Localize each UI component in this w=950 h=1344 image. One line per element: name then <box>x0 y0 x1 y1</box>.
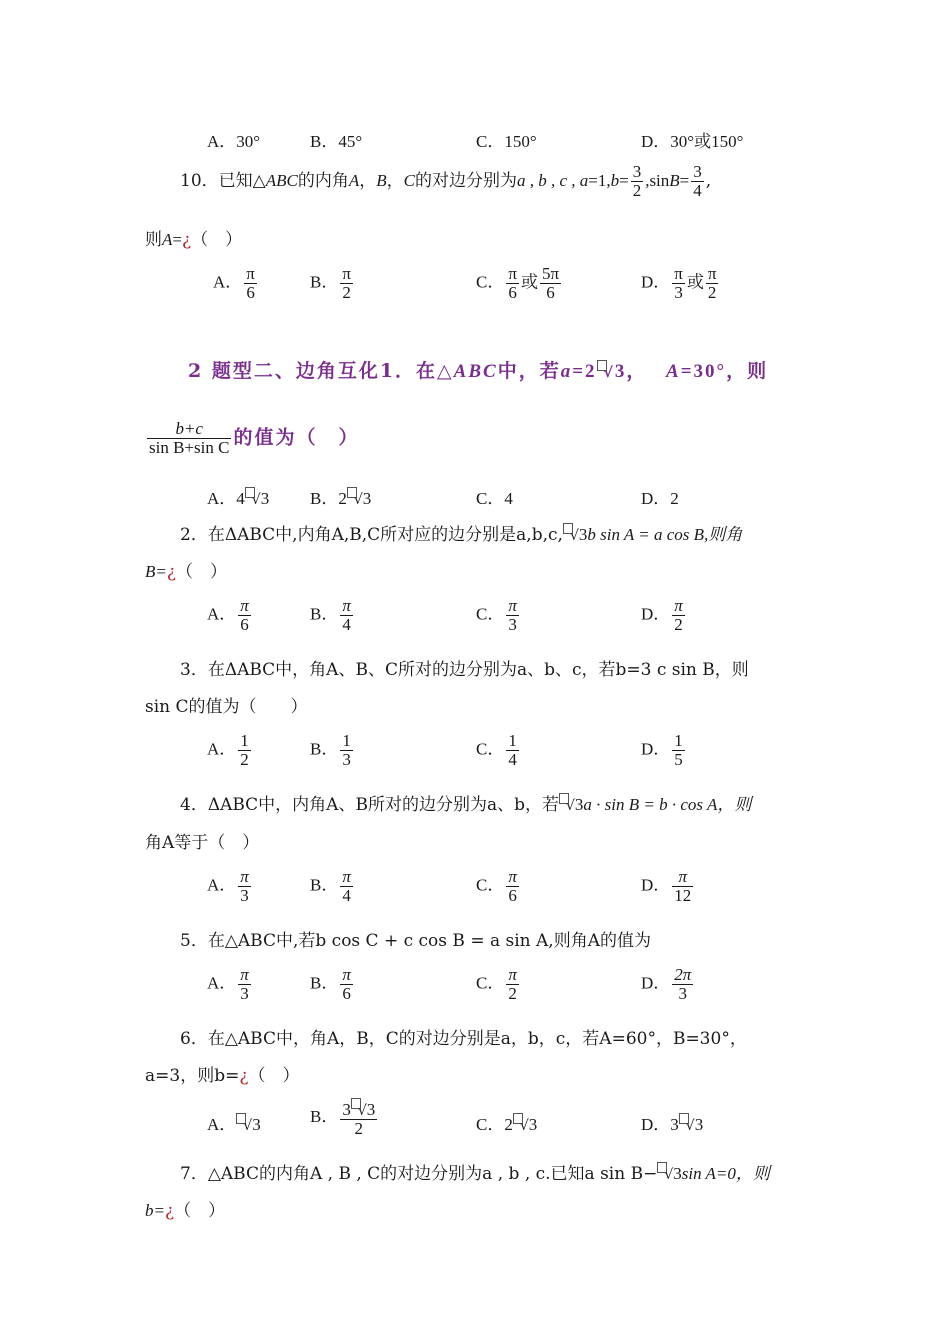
q3-option-a: A． $\frac{1}{2}$ <box>207 731 249 769</box>
q9-option-d: D．30°或150° <box>641 132 744 151</box>
q10-stem-line2: 则A=¿（ ） <box>145 230 243 250</box>
q6-option-c: C．2 √3 <box>476 1115 538 1134</box>
q4-option-b: B． $\frac{\pi}{4}$ <box>310 867 351 905</box>
q3-stem: 3．在ΔABC中，角A、B、C所对的边分别为a、b、c，若b=3 c sin B，则 <box>180 660 749 680</box>
q4-option-d: D． $\frac{\pi}{12}$ <box>641 867 692 905</box>
q4-stem-line2: 角A等于（ ） <box>145 833 260 853</box>
q9-option-c: C．150° <box>476 132 537 151</box>
q5-stem: 5．在△ABC中,若b cos C + c cos B = a sin A,则角A的值为 <box>180 931 651 951</box>
q5-option-a: A． $\frac{\pi}{3}$ <box>207 965 249 1003</box>
s2-option-b: B．2 √3 <box>310 489 372 508</box>
q2-stem-line2: B=¿（ ） <box>145 562 227 582</box>
q5-option-d: D． $\frac{2\pi}{3}$ <box>641 965 692 1003</box>
fraction: $\frac{3}{2}$ <box>632 162 642 200</box>
q6-option-a: A． √3 <box>207 1115 261 1134</box>
q9-option-b: B．45° <box>310 132 363 151</box>
section-heading: 2 题型二、边角互化1．在△ABC中，若a=2 √3， A=30°，则 <box>188 360 769 382</box>
q2-option-c: C． $\frac{\pi}{3}$ <box>476 596 517 634</box>
q10-option-a: A． $\frac{\pi}{6}$ <box>213 264 255 302</box>
q7-stem-line2: b=¿（ ） <box>145 1201 226 1221</box>
fraction: $\frac{3}{4}$ <box>693 162 702 200</box>
q9-option-a: A．30° <box>207 132 261 151</box>
q4-stem: 4．ΔABC中，内角A、B所对的边分别为a、b，若 √3a · sin B = b · cos A，则 <box>180 795 752 815</box>
q10-option-b: B． $\frac{\pi}{2}$ <box>310 264 351 302</box>
q2-option-a: A． $\frac{\pi}{6}$ <box>207 596 249 634</box>
q7-stem: 7．△ABC的内角A , B , C的对边分别为a , b , c.已知a sin B− √3sin A=0，则 <box>180 1164 770 1184</box>
q4-option-c: C． $\frac{\pi}{6}$ <box>476 867 517 905</box>
section-heading-line2: $\frac{b+c}{\text{sin B+sin C}}$ 的值为（ ） <box>149 419 360 457</box>
q3-option-c: C． $\frac{1}{4}$ <box>476 731 517 769</box>
q6-option-b: B． $\frac{3 √3}{2}$ <box>310 1100 376 1138</box>
q2-option-b: B． $\frac{\pi}{4}$ <box>310 596 351 634</box>
s2-option-c: C．4 <box>476 489 513 508</box>
q6-stem: 6．在△ABC中，角A，B，C的对边分别是a，b，c，若A=60°，B=30°， <box>180 1029 747 1049</box>
q5-option-c: C． $\frac{\pi}{2}$ <box>476 965 517 1003</box>
q4-option-a: A． $\frac{\pi}{3}$ <box>207 867 249 905</box>
s2-option-d: D．2 <box>641 489 679 508</box>
q2-stem: 2．在ΔABC中,内角A,B,C所对应的边分别是a,b,c, √3b sin A = a cos B,则角 <box>180 525 743 545</box>
q10-option-c: C． $\frac{\pi}{6}$ 或 $\frac{5\pi}{6}$ <box>476 264 560 302</box>
q6-option-d: D．3 √3 <box>641 1115 704 1134</box>
q3-option-b: B． $\frac{1}{3}$ <box>310 731 351 769</box>
q5-option-b: B． $\frac{\pi}{6}$ <box>310 965 351 1003</box>
q6-stem-line2: a=3，则b=¿（ ） <box>145 1066 300 1086</box>
q10-stem: 10．已知△ABC的内角A，B，C的对边分别为a , b , c , a=1,b= $\frac{3}{2}$ ,sinB= $\frac{3}{4}$ , <box>180 162 712 200</box>
q2-option-d: D． $\frac{\pi}{2}$ <box>641 596 683 634</box>
s2-option-a: A．4 √3 <box>207 489 270 508</box>
q3-stem-line2: sin C的值为（ ） <box>145 697 308 717</box>
q10-option-d: D． $\frac{\pi}{3}$ 或 $\frac{\pi}{2}$ <box>641 264 717 302</box>
q3-option-d: D． $\frac{1}{5}$ <box>641 731 683 769</box>
